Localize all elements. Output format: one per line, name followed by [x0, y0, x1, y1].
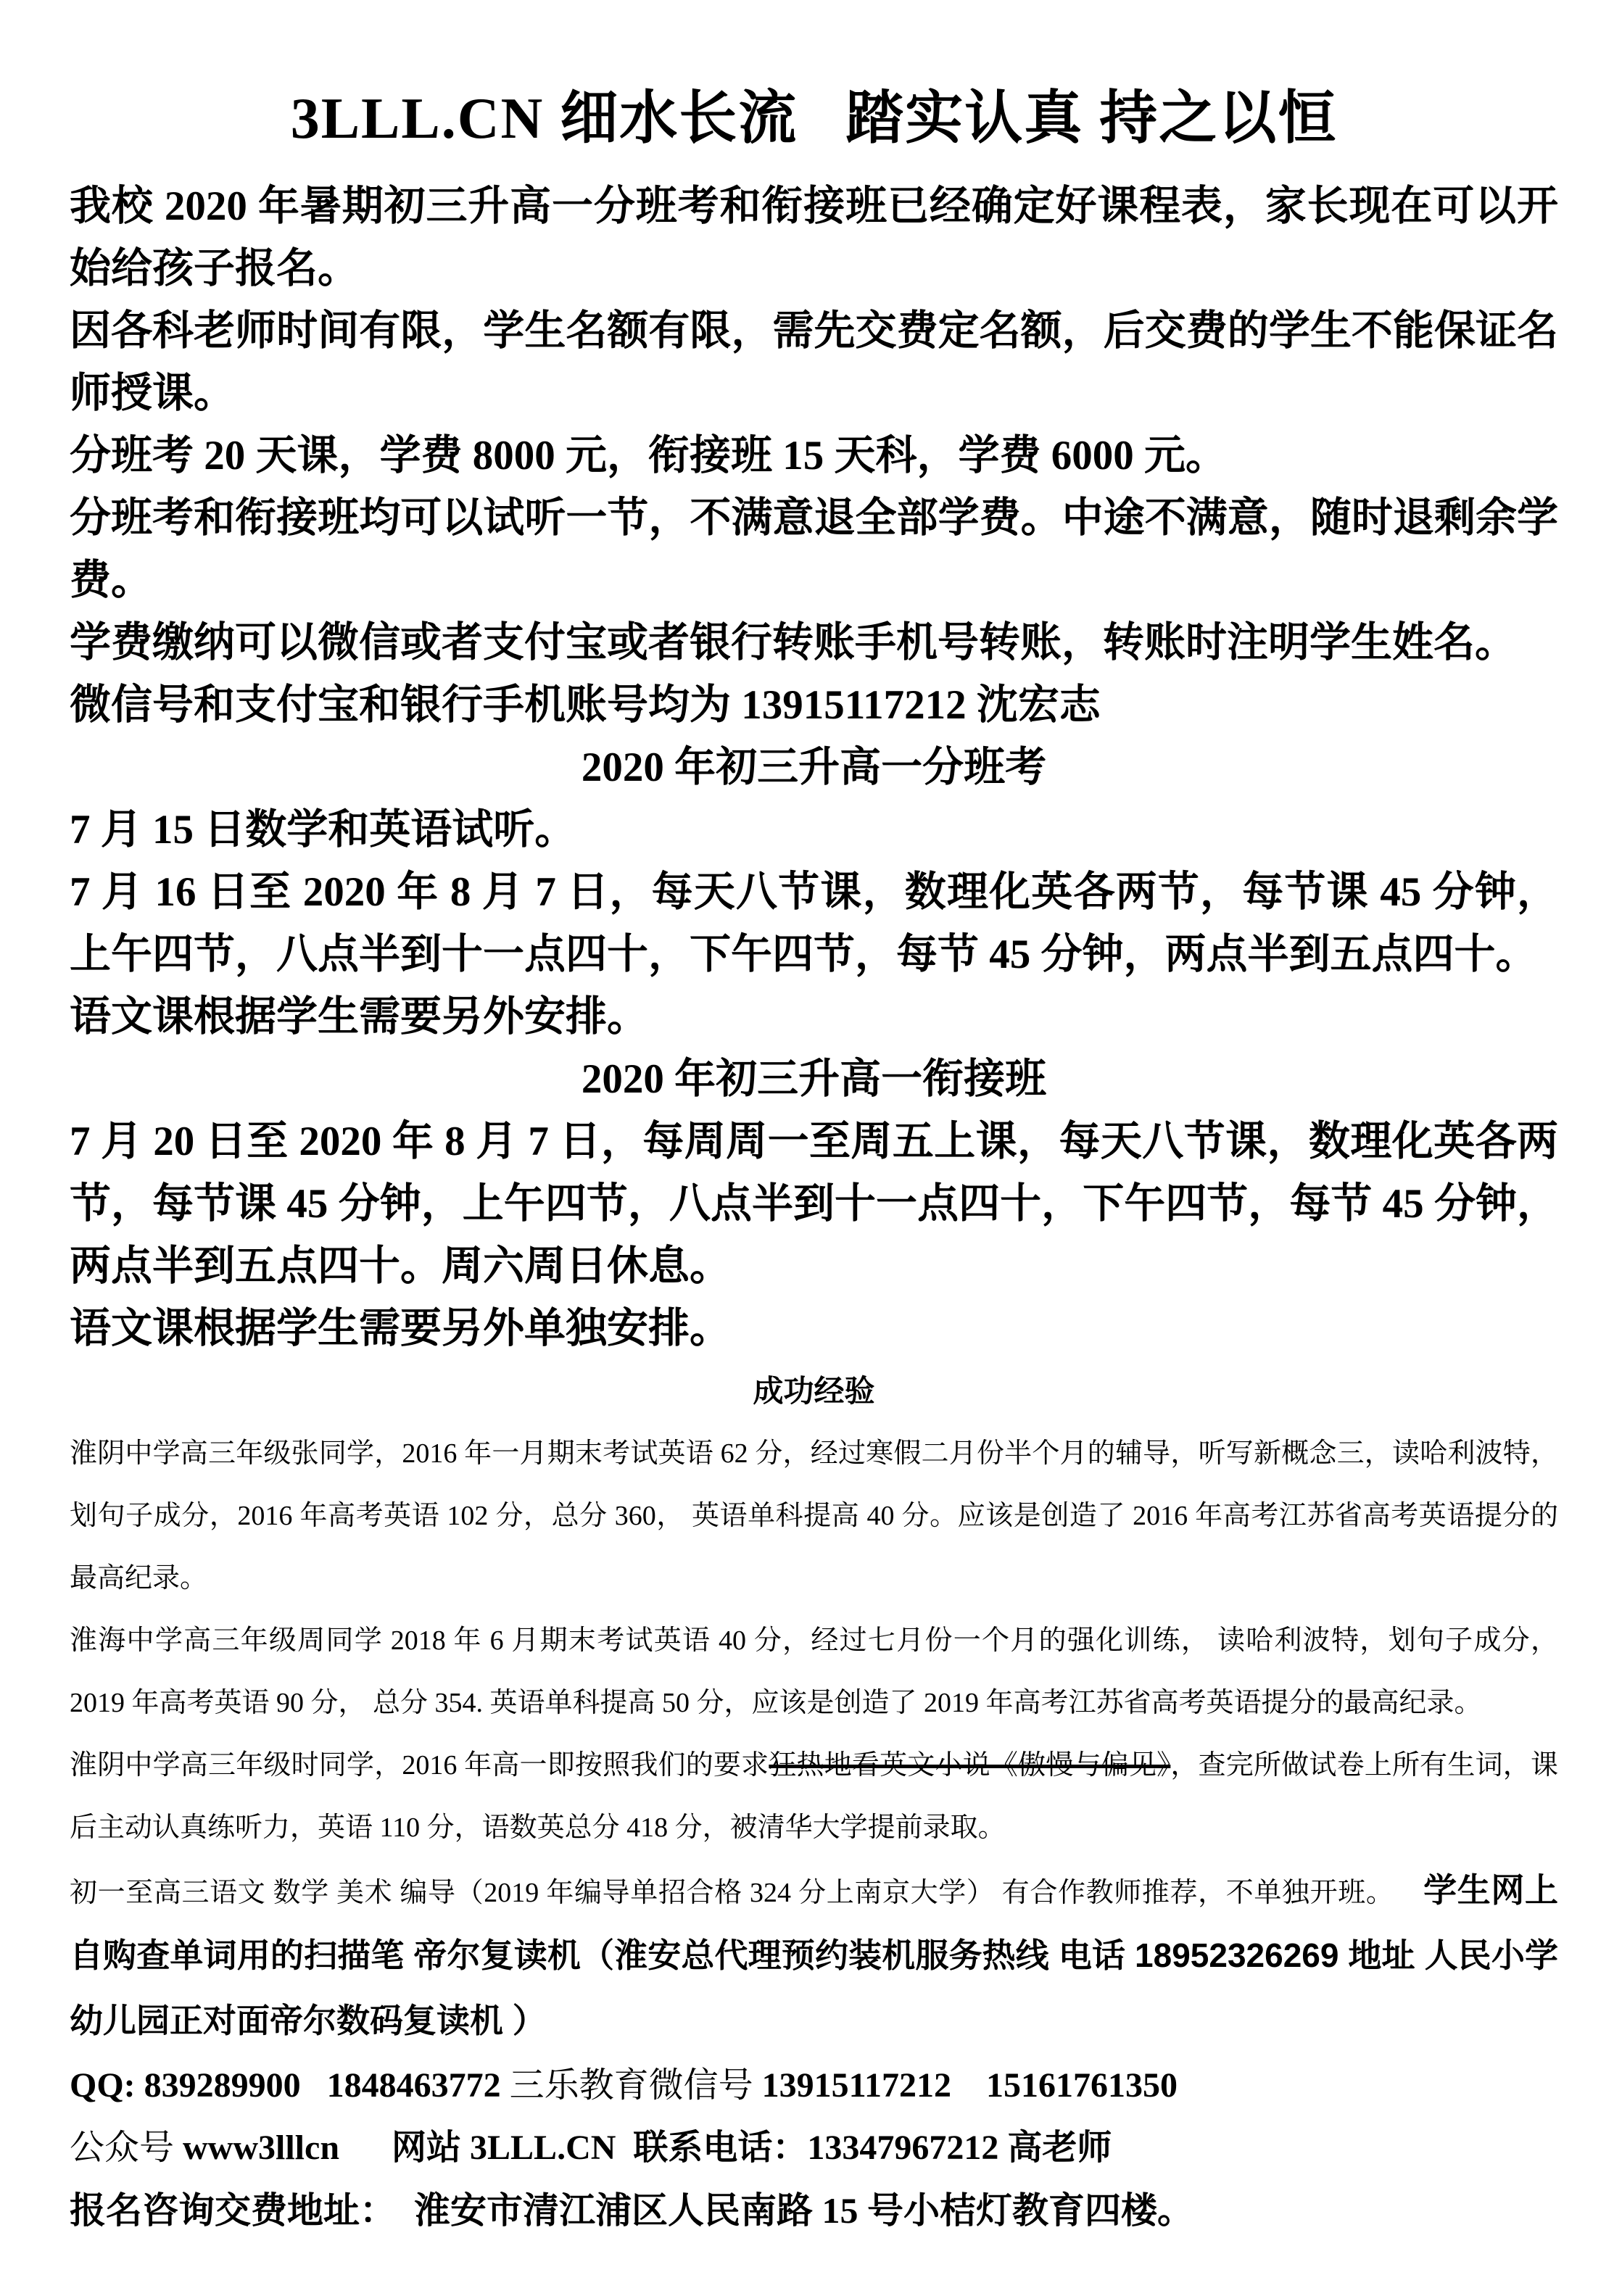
- scanner-pen-notice: 学生网上自购查单词用的扫描笔 帝尔复读机（淮安总代理预约装机服务热线 电话 18952326269 地址 人民小学幼儿园正对面帝尔数码复读机 ）: [70, 1871, 1558, 2039]
- bridge-class-chinese-note: 语文课根据学生需要另外单独安排。: [70, 1306, 731, 1351]
- intro-paragraph-wechat-account: 微信号和支付宝和银行手机账号均为 13915117212 沈宏志: [70, 682, 1101, 728]
- intro-paragraph-refund: 分班考和衔接班均可以试听一节，不满意退全部学费。中途不满意，随时退剩余学费。: [70, 495, 1558, 603]
- registration-address-line: 报名咨询交费地址： 淮安市清江浦区人民南路 15 号小桔灯教育四楼。: [70, 2190, 1193, 2231]
- success-story-shi: [70, 1734, 1558, 1859]
- story-shi-text-post: ，查完所做试卷上所有生词，课后主动认真练听力，英语 110 分，语数英总分 418 分，被清华大学提前录取。: [70, 1750, 1558, 1843]
- success-story-zhou: 淮海中学高三年级周同学 2018 年 6 月期末考试英语 40 分，经过七月份一个月的强化训练， 读哈利波特，划句子成分，2019 年高考英语 90 分， 总分 354. 英语单科提高 50 分，应该是创造了 2019 年高考江苏省高考英语提分的最高纪录。: [70, 1625, 1558, 1718]
- intro-paragraph-quota: 因各科老师时间有限，学生名额有限，需先交费定名额，后交费的学生不能保证名师授课。: [70, 308, 1558, 416]
- wechat-label: 三乐教育微信号: [509, 2066, 762, 2105]
- bridge-class-schedule: 7 月 20 日至 2020 年 8 月 7 日，每周周一至周五上课，每天八节课，数理化英各两节，每节课 45 分钟，上午四节，八点半到十一点四十，下午四节，每节 45 分钟，两点半到五点四十。周六周日休息。: [70, 1119, 1558, 1289]
- wechat-numbers: 13915117212 15161761350: [761, 2066, 1178, 2105]
- story-shi-text-struck: 狂热地看英文小说《傲慢与偏见》: [769, 1750, 1171, 1781]
- intro-section: [70, 175, 1558, 737]
- placement-exam-trial: 7 月 15 日数学和英语试听。: [70, 807, 576, 853]
- placement-exam-section: [70, 737, 1558, 1048]
- other-courses-text: 初一至高三语文 数学 美术 编导（2019 年编导单招合格 324 分上南京大学） 有合作教师推荐，不单独开班。: [70, 1878, 1424, 1908]
- placement-exam-chinese-note: 语文课根据学生需要另外安排。: [70, 994, 648, 1040]
- placement-exam-schedule: 7 月 16 日至 2020 年 8 月 7 日，每天八节课，数理化英各两节，每节课 45 分钟，上午四节，八点半到十一点四十，下午四节，每节 45 分钟，两点半到五点四十。: [70, 869, 1558, 977]
- other-courses-paragraph: [70, 1859, 1558, 2055]
- story-shi-text-pre: 淮阴中学高三年级时同学，2016 年高一即按照我们的要求: [70, 1750, 769, 1781]
- intro-paragraph-payment: 学费缴纳可以微信或者支付宝或者银行转账手机号转账，转账时注明学生姓名。: [70, 620, 1516, 666]
- contact-section: [70, 2055, 1558, 2242]
- official-account-label: 公众号: [70, 2129, 183, 2167]
- page-title: 3LLL.CN 细水长流 踏实认真 持之以恒: [290, 87, 1338, 151]
- qq-contact-line: [70, 2055, 1558, 2117]
- section-heading-success-stories: 成功经验: [753, 1374, 875, 1408]
- intro-paragraph-tuition: 分班考 20 天课，学费 8000 元，衔接班 15 天科，学费 6000 元。: [70, 433, 1227, 478]
- qq-numbers: QQ: 839289900 1848463772: [70, 2066, 510, 2105]
- success-story-zhang: 淮阴中学高三年级张同学，2016 年一月期末考试英语 62 分，经过寒假二月份半个月的辅导，听写新概念三，读哈利波特，划句子成分，2016 年高考英语 102 分，总分 360， 英语单科提高 40 分。应该是创造了 2016 年高考江苏省高考英语提分的最高纪录。: [70, 1438, 1558, 1593]
- intro-paragraph-signup: 我校 2020 年暑期初三升高一分班考和衔接班已经确定好课程表，家长现在可以开始给孩子报名。: [70, 183, 1558, 291]
- other-courses-section: [70, 1859, 1558, 2055]
- bridge-class-section: [70, 1048, 1558, 1360]
- channel-contact-line: [70, 2117, 1558, 2179]
- section-heading-placement-exam: 2020 年初三升高一分班考: [581, 745, 1047, 790]
- success-stories-section: [70, 1360, 1558, 1859]
- section-heading-bridge-class: 2020 年初三升高一衔接班: [581, 1056, 1047, 1102]
- website-and-phone: www3lllcn 网站 3LLL.CN 联系电话：13347967212 高老师: [183, 2129, 1112, 2167]
